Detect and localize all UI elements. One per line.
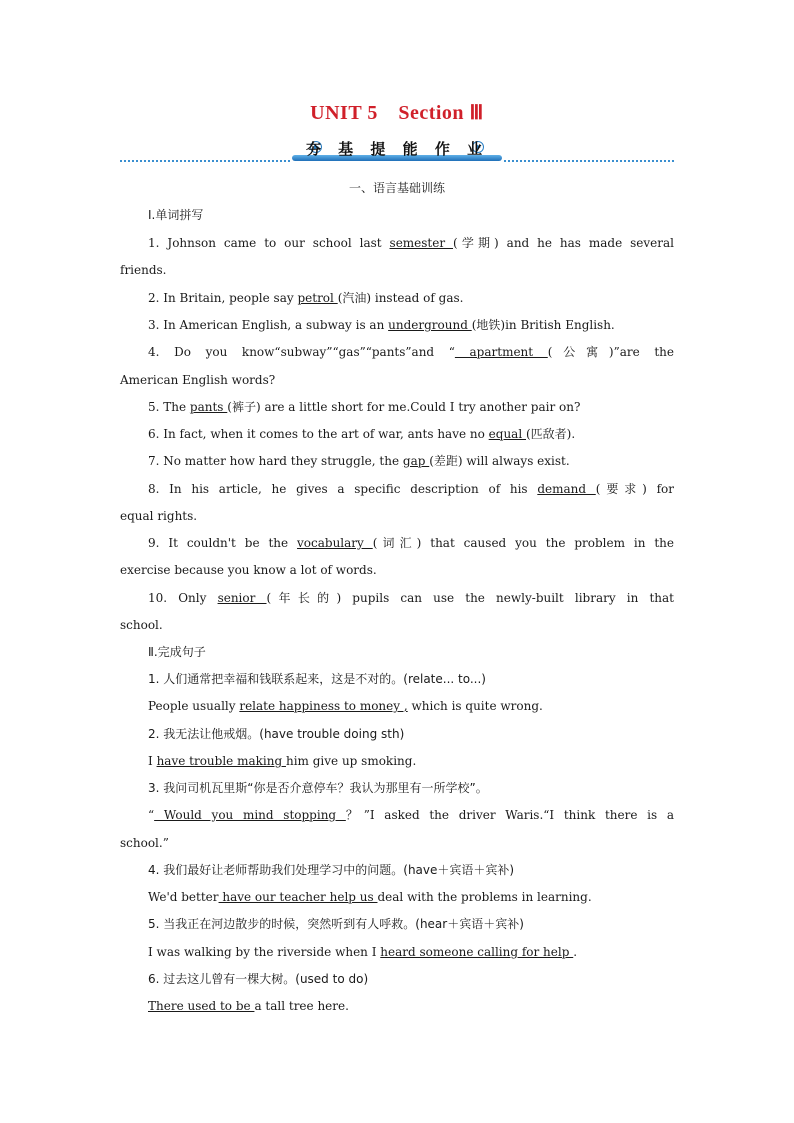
answer-blank: relate happiness to money ,: [239, 699, 408, 713]
sentence-2-answer: [120, 753, 674, 769]
answer-blank: senior: [217, 591, 267, 605]
question-9-cont: exercise because you know a lot of words.: [120, 563, 377, 577]
answer-blank: petrol: [297, 291, 338, 305]
question-7: [120, 453, 674, 469]
answer-blank: gap: [402, 454, 430, 468]
question-text: (裤子) are a little short for me.Could I try another pair on?: [227, 400, 581, 414]
sentence-text: him give up smoking.: [285, 754, 417, 768]
sentence-1-answer: [120, 698, 674, 714]
sentence-6-prompt: 6. 过去这儿曾有一棵大树。(used to do): [148, 972, 369, 986]
sentence-6-answer: [120, 998, 674, 1014]
sentence-text: People usually: [148, 699, 240, 713]
question-text: 4. Do you know“subway”“gas”“pants”and “: [148, 345, 455, 359]
sentence-text: “: [148, 808, 155, 822]
sentence-3-cont: school.”: [120, 836, 169, 850]
sentence-text: ？”I asked the driver Waris.“I think there is a: [345, 808, 674, 822]
sentence-text: We'd better: [148, 890, 219, 904]
question-4-cont: American English words?: [120, 373, 276, 387]
sentence-4-answer: [120, 889, 674, 905]
section-heading: 一、语言基础训练: [348, 181, 445, 195]
sentence-text: deal with the problems in learning.: [377, 890, 592, 904]
answer-blank: underground: [388, 318, 472, 332]
question-text: (公寓)”are the: [547, 345, 674, 359]
question-text: 8. In his article, he gives a specific description of his: [148, 482, 538, 496]
question-6: [120, 426, 674, 442]
answer-blank: Would you mind stopping: [154, 808, 346, 822]
question-text: 3. In American English, a subway is an: [148, 318, 389, 332]
sentence-text: a tall tree here.: [254, 999, 349, 1013]
question-9: [120, 535, 674, 551]
answer-blank: pants: [189, 400, 228, 414]
sentence-2-prompt: 2. 我无法让他戒烟。(have trouble doing sth): [148, 727, 405, 741]
answer-blank: semester: [389, 236, 454, 250]
question-text: (地铁)in British English.: [471, 318, 615, 332]
question-1-cont: friends.: [120, 263, 167, 277]
question-text: (学期) and he has made several: [453, 236, 675, 250]
banner-label: 夯 基 提 能 作 业: [305, 140, 489, 158]
sentence-1-prompt: 1. 人们通常把幸福和钱联系起来，这是不对的。(relate... to...): [148, 672, 486, 686]
sentence-text: which is quite wrong.: [407, 699, 543, 713]
question-text: 7. No matter how hard they struggle, the: [148, 454, 403, 468]
question-3: [120, 317, 674, 333]
question-8: [120, 481, 674, 497]
part-heading: Ⅰ.单词拼写: [148, 208, 204, 222]
question-1: [120, 235, 674, 251]
question-text: 5. The: [148, 400, 190, 414]
question-text: (年长的) pupils can use the newly-built library in that: [266, 591, 675, 605]
answer-blank: have our teacher help us: [218, 890, 378, 904]
question-text: 1. Johnson came to our school last: [148, 236, 390, 250]
sentence-5-prompt: 5. 当我正在河边散步的时候，突然听到有人呼救。(hear＋宾语＋宾补): [148, 917, 524, 931]
answer-blank: equal: [488, 427, 526, 441]
question-text: (汽油) instead of gas.: [337, 291, 464, 305]
sentence-text: I was walking by the riverside when I: [148, 945, 381, 959]
answer-blank: There used to be: [148, 999, 255, 1013]
question-text: (匹敌者).: [526, 427, 576, 441]
question-text: 9. It couldn't be the: [148, 536, 298, 550]
question-8-cont: equal rights.: [120, 509, 198, 523]
page-title: UNIT 5 Section Ⅲ: [310, 102, 484, 124]
banner-dotted-rule-left: [120, 160, 290, 162]
question-text: (要求) for: [595, 482, 674, 496]
question-text: (词汇) that caused you the problem in the: [372, 536, 674, 550]
sentence-3-prompt: 3. 我问司机瓦里斯“你是否介意停车？我认为那里有一所学校”。: [148, 781, 488, 795]
sentence-5-answer: [120, 944, 674, 960]
question-5: [120, 399, 674, 415]
part-heading: Ⅱ.完成句子: [148, 645, 206, 659]
question-text: 6. In fact, when it comes to the art of war, ants have no: [148, 427, 489, 441]
sentence-3-answer: [120, 807, 674, 823]
section-banner: [120, 136, 674, 166]
answer-blank: demand: [537, 482, 596, 496]
question-text: 2. In Britain, people say: [148, 291, 298, 305]
answer-blank: apartment: [454, 345, 548, 359]
banner-dotted-rule-right: [504, 160, 674, 162]
sentence-text: I: [148, 754, 157, 768]
question-10-cont: school.: [120, 618, 163, 632]
answer-blank: vocabulary: [297, 536, 373, 550]
question-2: [120, 290, 674, 306]
answer-blank: have trouble making: [156, 754, 286, 768]
question-text: 10. Only: [148, 591, 218, 605]
sentence-text: .: [573, 945, 578, 959]
question-text: (差距) will always exist.: [429, 454, 570, 468]
question-4: [120, 344, 674, 360]
answer-blank: heard someone calling for help: [380, 945, 574, 959]
question-10: [120, 590, 674, 606]
sentence-4-prompt: 4. 我们最好让老师帮助我们处理学习中的问题。(have＋宾语＋宾补): [148, 863, 515, 877]
